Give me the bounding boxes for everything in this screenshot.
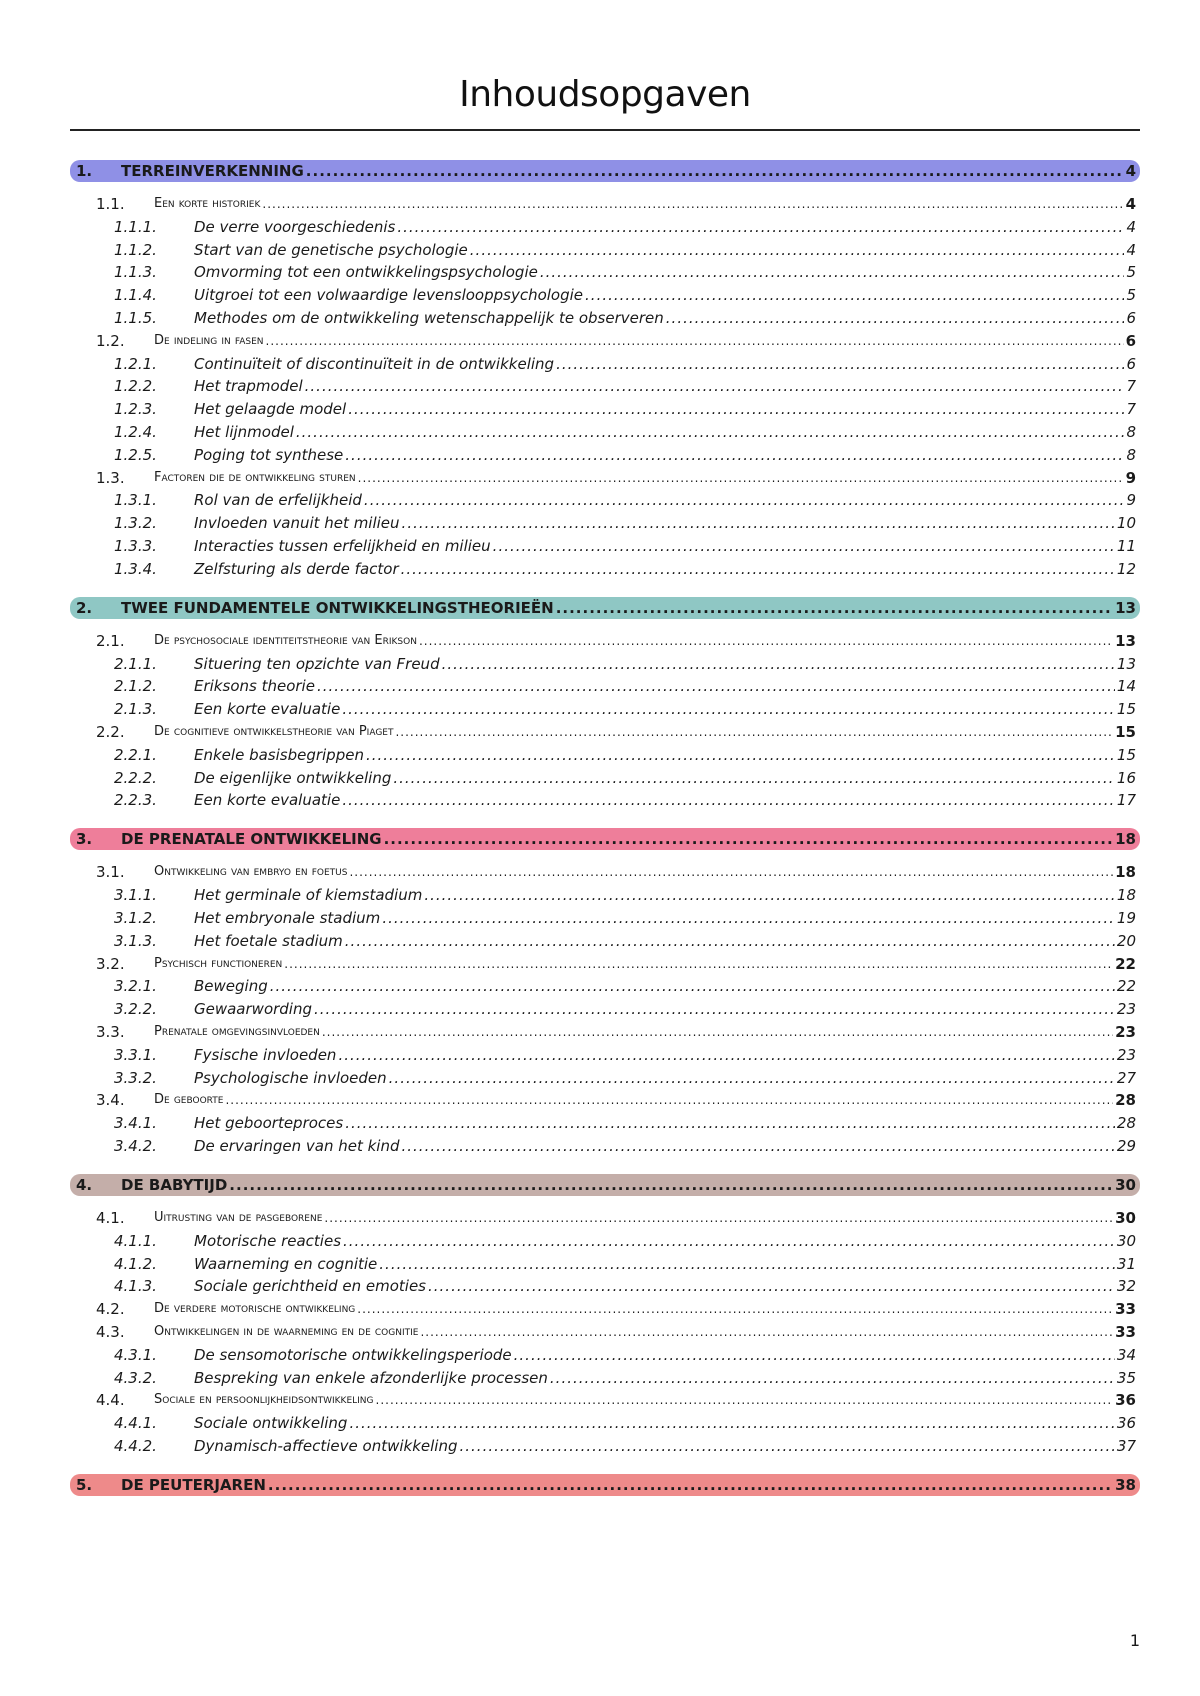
toc-subsection[interactable] [70,1113,1140,1133]
toc-label: DE PEUTERJAREN [121,1476,266,1494]
toc-subsection[interactable] [70,1045,1140,1065]
toc-page-number: 23 [1116,1045,1136,1064]
toc-page-number: 12 [1116,559,1136,578]
dot-leader [268,1474,1113,1496]
toc-number: 1.2.3. [114,400,157,419]
toc-page-number: 13 [1115,631,1136,650]
toc-number: 1.2.4. [114,423,157,441]
toc-page-number: 11 [1116,537,1136,555]
toc-page-number: 27 [1116,1068,1136,1087]
toc-subsection[interactable] [70,422,1140,442]
dot-leader [424,885,1115,905]
toc-page-number: 4 [1126,217,1136,236]
toc-page-number: 4 [1125,162,1136,180]
toc-section[interactable] [70,1390,1140,1410]
toc-page-number: 16 [1116,768,1136,787]
dot-leader [314,999,1115,1019]
toc-label: Het gelaagde model [194,400,347,419]
dot-leader [397,217,1124,237]
toc-number: 2.1.2. [114,677,157,696]
toc-page-number: 23 [1115,1023,1136,1041]
dot-leader [322,1022,1113,1042]
toc-label: Het trapmodel [194,377,303,396]
toc-chapter[interactable] [70,597,1140,619]
toc-number: 3.4. [96,1091,125,1110]
toc-subsection[interactable] [70,513,1140,533]
toc-page-number: 13 [1116,654,1136,673]
toc-subsection[interactable] [70,240,1140,260]
dot-leader [395,722,1113,742]
dot-leader [305,376,1125,396]
toc-page-number: 30 [1115,1176,1136,1194]
toc-page-number: 33 [1115,1323,1136,1341]
dot-leader [349,862,1113,882]
toc-page-number: 36 [1116,1414,1136,1433]
dot-leader [358,468,1124,488]
toc-number: 1.3.1. [114,491,157,510]
toc-number: 1.1.4. [114,286,157,305]
toc-number: 3.4.2. [114,1137,157,1155]
toc-label: Het embryonale stadium [194,909,381,927]
toc-page-number: 18 [1115,863,1136,882]
toc-number: 4.4.2. [114,1437,157,1455]
toc-number: 4.3.1. [114,1345,157,1364]
dot-leader [364,490,1125,510]
dot-leader [324,1208,1113,1228]
toc-label: TERREINVERKENNING [121,162,304,180]
dot-leader [470,240,1125,260]
toc-number: 2.1. [96,631,125,650]
dot-leader [585,285,1124,305]
toc-number: 3.3.1. [114,1045,157,1064]
toc-number: 3.4.1. [114,1114,157,1133]
toc-section[interactable] [70,631,1140,651]
toc-page-number: 14 [1116,677,1136,696]
toc-label: De eigenlijke ontwikkeling [194,768,392,787]
toc-subsection[interactable] [70,999,1140,1019]
toc-number: 2.2.3. [114,791,157,810]
dot-leader [540,262,1125,282]
toc-label: Interacties tussen erfelijkheid en milieu [194,537,491,555]
dot-leader [306,160,1124,182]
dot-leader [514,1345,1115,1365]
toc-subsection[interactable] [70,1254,1140,1274]
toc-label: Het foetale stadium [194,931,343,950]
toc-subsection[interactable] [70,262,1140,282]
toc-label: DE PRENATALE ONTWIKKELING [121,830,382,849]
dot-leader [348,399,1124,419]
toc-section[interactable] [70,468,1140,488]
dot-leader [225,1090,1113,1110]
toc-label: Factoren die de ontwikkeling sturen [154,469,356,485]
toc-subsection[interactable] [70,559,1140,579]
toc-number: 4.1.1. [114,1231,157,1250]
dot-leader [460,1436,1115,1456]
toc-page-number: 5 [1126,263,1136,282]
toc-label: Eriksons theorie [194,677,315,696]
toc-page-number: 37 [1116,1437,1136,1455]
toc-subsection[interactable] [70,745,1140,765]
toc-subsection[interactable] [70,1368,1140,1388]
dot-leader [366,745,1115,765]
toc-label: Een korte historiek [154,196,261,211]
dot-leader [296,422,1125,442]
toc-page-number: 15 [1116,700,1136,719]
toc-number: 4.1. [96,1209,125,1227]
dot-leader [428,1276,1115,1296]
toc-subsection[interactable] [70,1413,1140,1433]
toc-label: Start van de genetische psychologie [194,240,468,259]
toc-page-number: 18 [1116,886,1136,905]
dot-leader [442,654,1115,674]
dot-leader [393,768,1115,788]
toc-label: Fysische invloeden [194,1045,337,1064]
toc-number: 1.1. [96,195,125,213]
toc-subsection[interactable] [70,376,1140,396]
toc-number: 1.3. [96,468,125,487]
toc-label: DE BABYTIJD [121,1176,228,1194]
toc-page-number: 20 [1116,931,1136,950]
toc-label: Sociale gerichtheid en emoties [194,1277,426,1296]
toc-page-number: 10 [1116,514,1136,533]
toc-number: 4. [76,1176,93,1194]
toc-label: Invloeden vanuit het milieu [194,514,400,533]
page-title: Inhoudsopgaven [459,74,751,115]
toc-label: Ontwikkeling van embryo en foetus [154,864,348,880]
toc-subsection[interactable] [70,445,1140,465]
toc-label: De cognitieve ontwikkelstheorie van Piaget [154,724,394,739]
toc-label: Waarneming en cognitie [194,1254,378,1273]
toc-subsection[interactable] [70,654,1140,674]
toc-number: 2.1.3. [114,700,157,719]
toc-label: Continuïteit of discontinuïteit in de ontwikkeling [194,354,555,373]
toc-page-number: 18 [1115,830,1136,849]
dot-leader [262,194,1123,214]
toc-page-number: 13 [1115,598,1136,617]
toc-number: 1.2.1. [114,354,157,373]
toc-number: 3.2. [96,954,125,973]
toc-page-number: 38 [1115,1476,1136,1494]
toc-label: Het geboorteproces [194,1114,344,1133]
toc-number: 4.4.1. [114,1414,157,1433]
dot-leader [270,976,1115,996]
toc-subsection[interactable] [70,885,1140,905]
toc-label: TWEE FUNDAMENTELE ONTWIKKELINGSTHEORIEËN [121,598,554,617]
toc-label: Een korte evaluatie [194,700,341,719]
toc-number: 4.2. [96,1300,125,1319]
toc-page-number: 34 [1116,1345,1136,1364]
dot-leader [420,1322,1113,1342]
toc-label: Prenatale omgevingsinvloeden [154,1024,320,1039]
toc-number: 1.3.2. [114,514,157,533]
toc-label: Uitgroei tot een volwaardige levenslooppsychologie [194,286,584,305]
dot-leader [419,631,1113,651]
toc-section[interactable] [70,1322,1140,1342]
toc-page-number: 8 [1126,423,1136,441]
toc-subsection[interactable] [70,285,1140,305]
toc-label: De verre voorgeschiedenis [194,217,396,236]
toc-page-number: 33 [1115,1300,1136,1319]
toc-label: De verdere motorische ontwikkeling [154,1301,356,1317]
toc-number: 1.2.5. [114,445,157,464]
toc-subsection[interactable] [70,536,1140,556]
toc-label: Sociale ontwikkeling [194,1414,348,1433]
toc-number: 1.2. [96,331,125,350]
toc-number: 3.3.2. [114,1068,157,1087]
toc-section[interactable] [70,1208,1140,1228]
dot-leader [556,354,1124,374]
toc-number: 4.1.3. [114,1277,157,1296]
toc-chapter[interactable] [70,1174,1140,1196]
toc-section[interactable] [70,1090,1140,1110]
toc-number: 3.2.1. [114,977,157,996]
toc-label: Dynamisch-affectieve ontwikkeling [194,1437,458,1455]
dot-leader [342,699,1115,719]
toc-label: Het germinale of kiemstadium [194,886,423,905]
toc-number: 1.1.2. [114,240,157,259]
dot-leader [345,1113,1115,1133]
toc-subsection[interactable] [70,490,1140,510]
toc-label: Uitrusting van de pasgeborene [154,1210,323,1225]
toc-number: 2. [76,598,93,617]
dot-leader [384,828,1114,850]
page-number: 1 [1129,1631,1140,1650]
toc-subsection[interactable] [70,908,1140,928]
toc-page-number: 5 [1126,286,1136,305]
toc-number: 1.1.5. [114,309,157,327]
dot-leader [556,597,1113,619]
toc-label: De sensomotorische ontwikkelingsperiode [194,1345,512,1364]
toc-label: Beweging [194,977,268,996]
toc-number: 5. [76,1476,93,1494]
toc-subsection[interactable] [70,1436,1140,1456]
toc-subsection[interactable] [70,1345,1140,1365]
toc-subsection[interactable] [70,1276,1140,1296]
toc-page-number: 32 [1116,1277,1136,1296]
toc-page-number: 4 [1125,195,1136,213]
toc-number: 1. [76,162,93,180]
toc-subsection[interactable] [70,217,1140,237]
toc-number: 3. [76,830,93,849]
toc-number: 1.2.2. [114,377,157,396]
toc-page-number: 35 [1116,1368,1136,1387]
dot-leader [284,954,1113,974]
toc-number: 2.2. [96,723,125,741]
toc-page-number: 4 [1126,240,1136,259]
toc-chapter[interactable] [70,160,1140,182]
toc-number: 1.3.4. [114,559,157,578]
toc-label: Enkele basisbegrippen [194,745,364,764]
toc-page-number: 30 [1115,1209,1136,1227]
toc-page-number: 7 [1126,377,1136,396]
toc-label: De psychosociale identiteitstheorie van Erikson [154,632,417,648]
toc-page-number: 9 [1126,491,1136,510]
dot-leader [493,536,1115,556]
toc-page-number: 36 [1115,1391,1136,1410]
toc-subsection[interactable] [70,699,1140,719]
toc-page-number: 28 [1116,1114,1136,1133]
toc-subsection[interactable] [70,676,1140,696]
toc-number: 3.1.1. [114,886,157,905]
toc-page-number: 29 [1116,1137,1136,1155]
toc-label: Gewaarwording [194,1000,313,1019]
toc-page-number: 6 [1126,354,1136,373]
toc-label: Methodes om de ontwikkeling wetenschappelijk te observeren [194,309,664,327]
toc-label: Omvorming tot een ontwikkelingspsychologie [194,263,538,282]
toc-number: 4.4. [96,1391,125,1410]
toc-page-number: 15 [1115,723,1136,741]
toc-label: Zelfsturing als derde factor [194,559,399,578]
toc-label: Bespreking van enkele afzonderlijke processen [194,1368,548,1387]
toc-label: Psychisch functioneren [154,955,283,971]
dot-leader [338,1045,1114,1065]
toc-page-number: 31 [1116,1254,1136,1273]
toc-number: 1.1.3. [114,263,157,282]
toc-page-number: 19 [1116,909,1136,927]
dot-leader [357,1299,1113,1319]
dot-leader [379,1254,1115,1274]
dot-leader [402,513,1115,533]
dot-leader [229,1174,1113,1196]
toc-label: Sociale en persoonlijkheidsontwikkeling [154,1392,374,1408]
toc-page-number: 17 [1116,791,1136,810]
toc-subsection[interactable] [70,976,1140,996]
toc-page-number: 22 [1115,954,1136,973]
toc-number: 4.1.2. [114,1254,157,1273]
dot-leader [376,1390,1114,1410]
dot-leader [389,1068,1115,1088]
toc-section[interactable] [70,1299,1140,1319]
toc-section[interactable] [70,862,1140,882]
toc-section[interactable] [70,331,1140,351]
toc-label: Poging tot synthese [194,445,344,464]
toc-number: 2.2.2. [114,768,157,787]
toc-page-number: 22 [1116,977,1136,996]
toc-section[interactable] [70,1022,1140,1042]
toc-label: Psychologische invloeden [194,1068,387,1087]
dot-leader [345,931,1115,951]
dot-leader [349,1413,1114,1433]
toc-number: 2.1.1. [114,654,157,673]
toc-subsection[interactable] [70,768,1140,788]
title-underline [70,129,1140,131]
dot-leader [382,908,1115,928]
dot-leader [550,1368,1115,1388]
toc-page-number: 6 [1126,309,1136,327]
toc-label: De geboorte [154,1092,224,1108]
toc-label: Situering ten opzichte van Freud [194,654,440,673]
toc-subsection[interactable] [70,354,1140,374]
toc-number: 3.1. [96,863,125,882]
toc-page-number: 23 [1116,1000,1136,1019]
toc-page-number: 8 [1126,445,1136,464]
toc-page-number: 7 [1126,400,1136,419]
toc-section[interactable] [70,954,1140,974]
toc-section[interactable] [70,722,1140,742]
toc-label: Ontwikkelingen in de waarneming en de cognitie [154,1324,419,1339]
toc-subsection[interactable] [70,790,1140,810]
toc-section[interactable] [70,194,1140,214]
toc-page-number: 28 [1115,1091,1136,1110]
toc-number: 3.3. [96,1023,125,1041]
toc-number: 4.3. [96,1323,125,1341]
toc-page-number: 9 [1125,468,1136,487]
toc-subsection[interactable] [70,1136,1140,1156]
dot-leader [266,331,1124,351]
dot-leader [342,790,1115,810]
dot-leader [402,1136,1115,1156]
toc-chapter[interactable] [70,1474,1140,1496]
toc-chapter[interactable] [70,828,1140,850]
toc-number: 1.3.3. [114,537,157,555]
dot-leader [317,676,1115,696]
dot-leader [666,308,1125,328]
toc-number: 1.1.1. [114,217,157,236]
toc-label: De indeling in fasen [154,332,264,348]
toc-subsection[interactable] [70,1231,1140,1251]
toc-number: 4.3.2. [114,1368,157,1387]
toc-subsection[interactable] [70,308,1140,328]
dot-leader [345,445,1124,465]
toc-label: Het lijnmodel [194,423,294,441]
toc-label: Motorische reacties [194,1231,342,1250]
toc-label: De ervaringen van het kind [194,1137,400,1155]
toc-number: 3.2.2. [114,1000,157,1019]
toc-number: 3.1.3. [114,931,157,950]
toc-number: 3.1.2. [114,909,157,927]
dot-leader [343,1231,1115,1251]
toc-label: Rol van de erfelijkheid [194,491,362,510]
dot-leader [401,559,1115,579]
toc-subsection[interactable] [70,1068,1140,1088]
toc-number: 2.2.1. [114,745,157,764]
toc-label: Een korte evaluatie [194,791,341,810]
toc-page-number: 15 [1116,745,1136,764]
toc-page-number: 6 [1125,331,1136,350]
toc-page-number: 30 [1116,1231,1136,1250]
toc-subsection[interactable] [70,399,1140,419]
toc-subsection[interactable] [70,931,1140,951]
